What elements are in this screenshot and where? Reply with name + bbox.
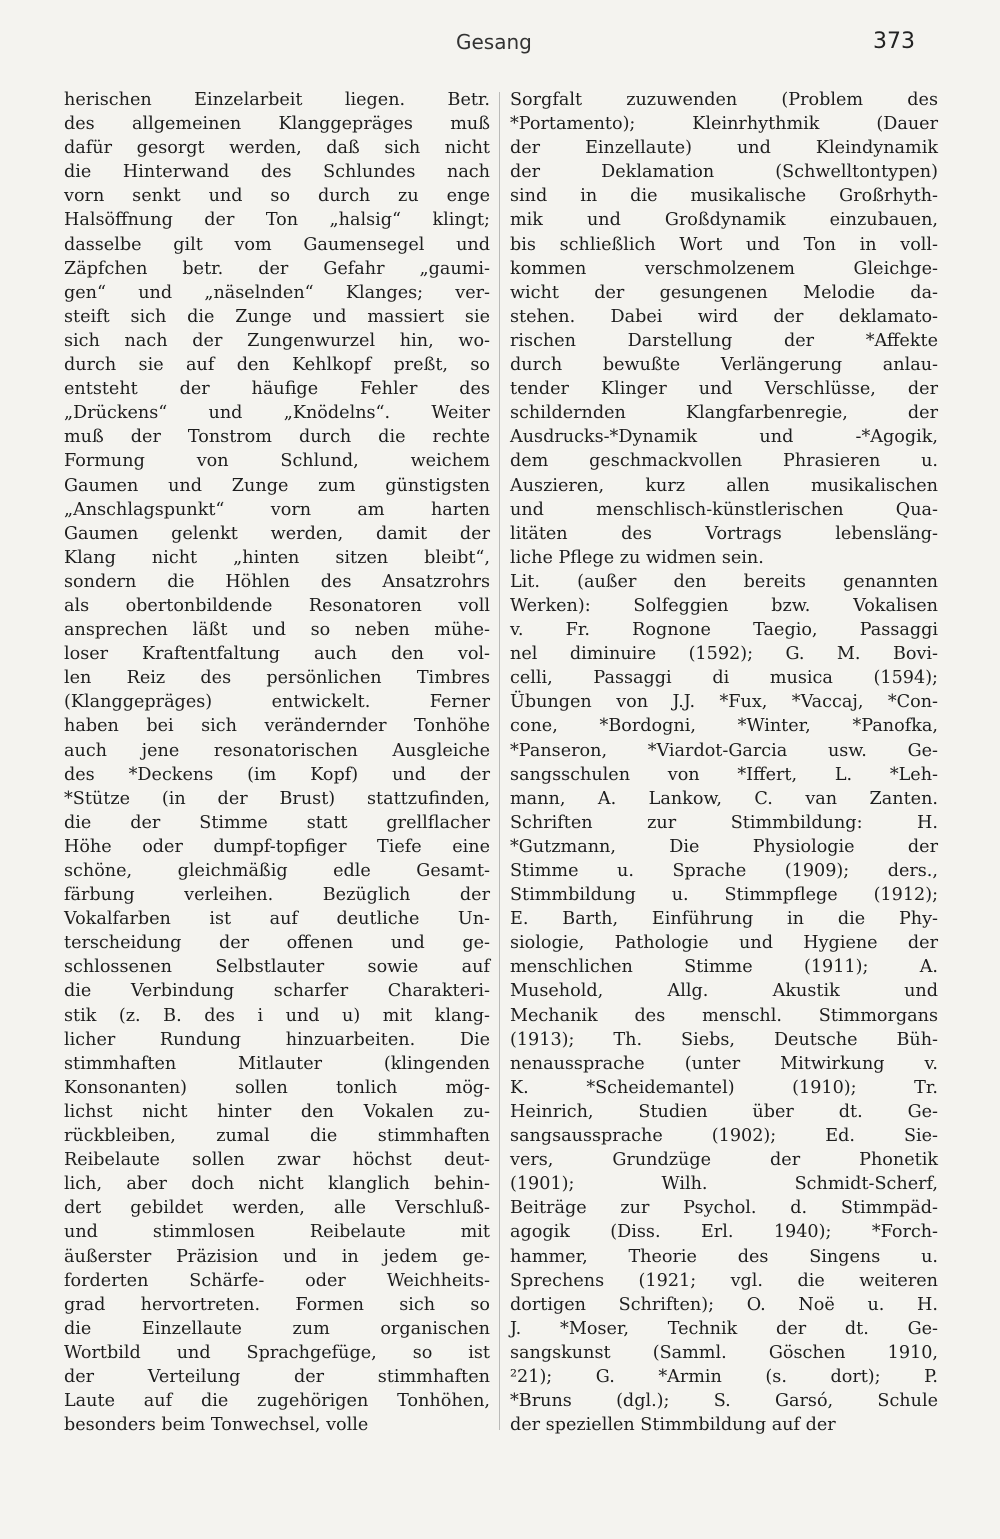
right-column-line: agogik (Diss. Erl. 1940); *Forch- bbox=[510, 1222, 938, 1243]
left-column-line: die Verbindung scharfer Charakteri- bbox=[64, 981, 490, 1002]
left-column-line: Vokalfarben ist auf deutliche Un- bbox=[64, 909, 490, 930]
left-column-line: Halsöffnung der Ton „halsig“ klingt; bbox=[64, 210, 490, 231]
right-column-line: J. *Moser, Technik der dt. Ge- bbox=[510, 1318, 938, 1339]
right-column-line: dem geschmackvollen Phrasieren u. bbox=[510, 451, 938, 472]
right-column-line: hammer, Theorie des Singens u. bbox=[510, 1246, 938, 1267]
right-column-line: Übungen von J.J. *Fux, *Vaccaj, *Con- bbox=[510, 692, 938, 713]
left-column-line: Reibelaute sollen zwar höchst deut- bbox=[64, 1150, 490, 1171]
right-column-line: Beiträge zur Psychol. d. Stimmpäd- bbox=[510, 1198, 938, 1219]
right-column-line: der speziellen Stimmbildung auf der bbox=[510, 1415, 836, 1436]
right-column-line: litäten des Vortrags lebensläng- bbox=[510, 523, 938, 544]
left-column-line: Gaumen gelenkt werden, damit der bbox=[64, 523, 490, 544]
left-column-line: dert gebildet werden, alle Verschluß- bbox=[64, 1198, 490, 1219]
left-column-line: steift sich die Zunge und massiert sie bbox=[64, 306, 490, 327]
right-column-line: sangskunst (Samml. Göschen 1910, bbox=[510, 1342, 938, 1363]
left-column-line: der Verteilung der stimmhaften bbox=[64, 1366, 490, 1387]
left-column-line: lich, aber doch nicht klanglich behin- bbox=[64, 1174, 490, 1195]
right-column-line: schildernden Klangfarbenregie, der bbox=[510, 403, 938, 424]
left-column-line: sich nach der Zungenwurzel hin, wo- bbox=[64, 330, 490, 351]
left-column-line: vorn senkt und so durch zu enge bbox=[64, 186, 490, 207]
right-column-line: v. Fr. Rognone Taegio, Passaggi bbox=[510, 620, 938, 641]
left-column-line: sondern die Höhlen des Ansatzrohrs bbox=[64, 571, 490, 592]
left-text-column bbox=[64, 88, 490, 1437]
left-column-line: *Stütze (in der Brust) stattzufinden, bbox=[64, 788, 490, 809]
right-column-line: Mechanik des menschl. Stimmorgans bbox=[510, 1005, 938, 1026]
left-column-line: die der Stimme statt grellflacher bbox=[64, 812, 490, 833]
left-column-line: herischen Einzelarbeit liegen. Betr. bbox=[64, 90, 490, 110]
right-column-line: mann, A. Lankow, C. van Zanten. bbox=[510, 788, 938, 809]
left-column-line: loser Kraftentfaltung auch den vol- bbox=[64, 644, 490, 665]
left-column-line: gen“ und „näselnden“ Klanges; ver- bbox=[64, 282, 490, 303]
right-column-line: stehen. Dabei wird der deklamato- bbox=[510, 306, 938, 327]
left-column-line: haben bei sich verändernder Tonhöhe bbox=[64, 716, 490, 737]
left-column-line: dafür gesorgt werden, daß sich nicht bbox=[64, 138, 490, 159]
right-column-line: liche Pflege zu widmen sein. bbox=[510, 547, 764, 568]
right-column-line: bis schließlich Wort und Ton in voll- bbox=[510, 234, 938, 255]
right-column-line: der Deklamation (Schwelltontypen) bbox=[510, 162, 938, 183]
right-column-line: celli, Passaggi di musica (1594); bbox=[510, 668, 938, 689]
right-column-line: ²21); G. *Armin (s. dort); P. bbox=[510, 1366, 938, 1387]
right-column-line: dortigen Schriften); O. Noë u. H. bbox=[510, 1294, 938, 1315]
right-column-line: Lit. (außer den bereits genannten bbox=[510, 571, 938, 592]
right-column-line: Schriften zur Stimmbildung: H. bbox=[510, 812, 938, 833]
right-column-line: Stimmbildung u. Stimmpflege (1912); bbox=[510, 885, 938, 906]
right-text-column bbox=[510, 88, 938, 1437]
right-column-line: (1901); Wilh. Schmidt-Scherf, bbox=[510, 1174, 938, 1195]
running-header-title: Gesang bbox=[456, 30, 532, 54]
right-column-line: sangsaussprache (1902); Ed. Sie- bbox=[510, 1126, 938, 1147]
right-column-line: Werken): Solfeggien bzw. Vokalisen bbox=[510, 595, 938, 616]
right-column-line: Heinrich, Studien über dt. Ge- bbox=[510, 1101, 938, 1122]
right-column-line: kommen verschmolzenem Gleichge- bbox=[510, 258, 938, 279]
right-column-line: siologie, Pathologie und Hygiene der bbox=[510, 933, 938, 954]
left-column-line: len Reiz des persönlichen Timbres bbox=[64, 668, 490, 689]
right-column-line: Musehold, Allg. Akustik und bbox=[510, 981, 938, 1002]
left-column-line: besonders beim Tonwechsel, volle bbox=[64, 1415, 369, 1436]
left-column-line: Klang nicht „hinten sitzen bleibt“, bbox=[64, 547, 490, 568]
left-column-line: Laute auf die zugehörigen Tonhöhen, bbox=[64, 1391, 490, 1412]
right-column-line: Stimme u. Sprache (1909); ders., bbox=[510, 861, 938, 881]
right-column-line: Auszieren, kurz allen musikalischen bbox=[510, 475, 938, 496]
right-column-line: vers, Grundzüge der Phonetik bbox=[510, 1150, 938, 1171]
left-column-line: terscheidung der offenen und ge- bbox=[64, 933, 490, 954]
right-column-line: nel diminuire (1592); G. M. Bovi- bbox=[510, 644, 938, 665]
left-column-line: auch jene resonatorischen Ausgleiche bbox=[64, 740, 490, 761]
right-column-line: *Bruns (dgl.); S. Garsó, Schule bbox=[510, 1391, 938, 1412]
right-column-line: und menschlisch-künstlerischen Qua- bbox=[510, 499, 938, 520]
left-column-line: schöne, gleichmäßig edle Gesamt- bbox=[64, 861, 490, 881]
left-column-line: die Einzellaute zum organischen bbox=[64, 1318, 490, 1339]
left-column-line: entsteht der häufige Fehler des bbox=[64, 379, 490, 400]
left-column-line: muß der Tonstrom durch die rechte bbox=[64, 427, 490, 448]
left-column-line: stimmhaften Mitlauter (klingenden bbox=[64, 1053, 490, 1074]
left-column-line: und stimmlosen Reibelaute mit bbox=[64, 1222, 490, 1243]
left-column-line: Gaumen und Zunge zum günstigsten bbox=[64, 475, 490, 496]
right-column-line: *Gutzmann, Die Physiologie der bbox=[510, 836, 938, 857]
left-column-line: als obertonbildende Resonatoren voll bbox=[64, 595, 490, 616]
left-column-line: durch sie auf den Kehlkopf preßt, so bbox=[64, 355, 490, 376]
left-column-line: rückbleiben, zumal die stimmhaften bbox=[64, 1126, 490, 1147]
left-column-line: färbung verleihen. Bezüglich der bbox=[64, 885, 490, 906]
left-column-line: dasselbe gilt vom Gaumensegel und bbox=[64, 234, 490, 255]
right-column-line: nenaussprache (unter Mitwirkung v. bbox=[510, 1053, 938, 1074]
right-column-line: tender Klinger und Verschlüsse, der bbox=[510, 379, 938, 400]
right-column-line: E. Barth, Einführung in die Phy- bbox=[510, 909, 938, 930]
right-column-line: Sorgfalt zuzuwenden (Problem des bbox=[510, 90, 938, 110]
column-divider bbox=[499, 92, 500, 1430]
left-column-line: die Hinterwand des Schlundes nach bbox=[64, 162, 490, 183]
right-column-line: sind in die musikalische Großrhyth- bbox=[510, 186, 938, 207]
right-column-line: menschlichen Stimme (1911); A. bbox=[510, 957, 938, 978]
left-column-line: grad hervortreten. Formen sich so bbox=[64, 1294, 490, 1315]
right-column-line: rischen Darstellung der *Affekte bbox=[510, 330, 938, 351]
left-column-line: Zäpfchen betr. der Gefahr „gaumi- bbox=[64, 258, 490, 279]
left-column-line: (Klanggepräges) entwickelt. Ferner bbox=[64, 692, 490, 713]
right-column-line: Ausdrucks-*Dynamik und -*Agogik, bbox=[510, 427, 938, 448]
right-column-line: cone, *Bordogni, *Winter, *Panofka, bbox=[510, 716, 938, 737]
right-column-line: der Einzellaute) und Kleindynamik bbox=[510, 138, 938, 159]
right-column-line: sangsschulen von *Iffert, L. *Leh- bbox=[510, 764, 938, 785]
left-column-line: licher Rundung hinzuarbeiten. Die bbox=[64, 1029, 490, 1050]
right-column-line: *Panseron, *Viardot-Garcia usw. Ge- bbox=[510, 740, 938, 761]
left-column-line: Höhe oder dumpf-topfiger Tiefe eine bbox=[64, 836, 490, 857]
left-column-line: Wortbild und Sprachgefüge, so ist bbox=[64, 1342, 490, 1363]
right-column-line: K. *Scheidemantel) (1910); Tr. bbox=[510, 1077, 938, 1098]
left-column-line: schlossenen Selbstlauter sowie auf bbox=[64, 957, 490, 978]
right-column-line: *Portamento); Kleinrhythmik (Dauer bbox=[510, 114, 938, 135]
left-column-line: lichst nicht hinter den Vokalen zu- bbox=[64, 1101, 490, 1122]
right-column-line: (1913); Th. Siebs, Deutsche Büh- bbox=[510, 1029, 938, 1050]
page-number: 373 bbox=[873, 29, 915, 54]
left-column-line: des allgemeinen Klanggepräges muß bbox=[64, 114, 490, 135]
left-column-line: Formung von Schlund, weichem bbox=[64, 451, 490, 472]
right-column-line: wicht der gesungenen Melodie da- bbox=[510, 282, 938, 303]
left-column-line: stik (z. B. des i und u) mit klang- bbox=[64, 1005, 490, 1026]
left-column-line: Konsonanten) sollen tonlich mög- bbox=[64, 1077, 490, 1098]
left-column-line: „Drückens“ und „Knödelns“. Weiter bbox=[64, 403, 490, 424]
left-column-line: forderten Schärfe- oder Weichheits- bbox=[64, 1270, 490, 1291]
left-column-line: „Anschlagspunkt“ vorn am harten bbox=[64, 499, 490, 520]
right-column-line: Sprechens (1921; vgl. die weiteren bbox=[510, 1270, 938, 1291]
right-column-line: durch bewußte Verlängerung anlau- bbox=[510, 355, 938, 376]
right-column-line: mik und Großdynamik einzubauen, bbox=[510, 210, 938, 231]
left-column-line: ansprechen läßt und so neben mühe- bbox=[64, 620, 490, 641]
left-column-line: äußerster Präzision und in jedem ge- bbox=[64, 1246, 490, 1267]
left-column-line: des *Deckens (im Kopf) und der bbox=[64, 764, 490, 785]
